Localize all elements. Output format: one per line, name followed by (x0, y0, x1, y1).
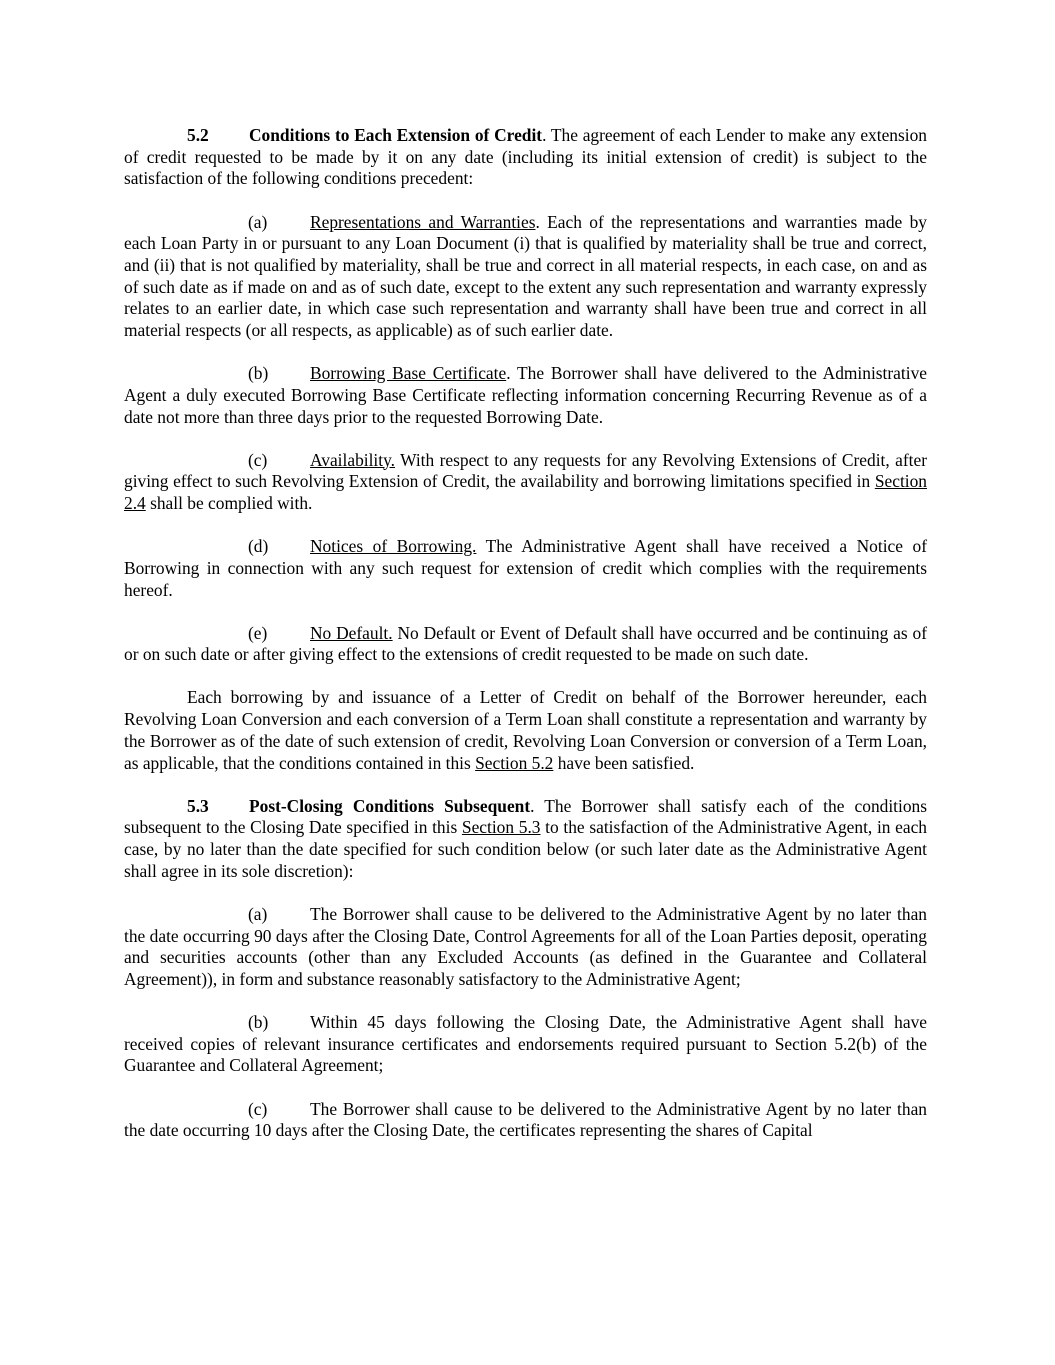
section-5-2-closing (124, 687, 927, 774)
section-reference: Section 5.3 (461, 817, 541, 838)
clause-text: Within 45 days following the Closing Date, the Administrative Agent shall have received copies of relevant insurance certificates and endorsements required pursuant to Section 5.2(b) of the Guarantee and Collateral Agreement; (124, 1012, 927, 1076)
clause-heading: Availability. (310, 449, 395, 470)
clause-label: (c) (248, 1098, 268, 1119)
clause-label: (a) (248, 903, 268, 924)
clause-heading: No Default. (310, 622, 393, 643)
section-5-3-intro (124, 796, 927, 883)
clause-5-3-c (124, 1099, 927, 1142)
clause-5-2-d (124, 536, 927, 601)
clause-label: (b) (248, 1012, 269, 1033)
clause-text: The Borrower shall cause to be delivered to the Administrative Agent by no later than the date occurring 90 days after the Closing Date, Control Agreements for all of the Loan Parties deposit, operating and securities accounts (other than any Excluded Accounts (as defined in the Guarantee and Collateral Agreement)), in form and substance reasonably satisfactory to the Administrative Agent; (124, 903, 927, 989)
section-title: Conditions to Each Extension of Credit (249, 125, 543, 145)
clause-label: (d) (248, 536, 269, 557)
clause-text: The Borrower shall cause to be delivered to the Administrative Agent by no later than the date occurring 10 days after the Closing Date, the certificates representing the shares of Capital (124, 1098, 927, 1141)
clause-5-2-c (124, 450, 927, 515)
section-reference: Section 2.4 (124, 471, 927, 514)
clause-text: . Each of the representations and warranties made by each Loan Party in or pursuant to any Loan Document (i) that is qualified by materiality shall be true and correct, and (ii) that is not qualified by materiality, shall be true and correct in all material respects, in each case, on and as of such date as if made on and as of such date, except to the extent any such representation and warranty expressly relates to an earlier date, in which case such representation and warranty shall have been true and correct in all material respects (or all respects, as applicable) as of such earlier date. (124, 211, 927, 341)
section-intro-text: to the satisfaction of the Administrative Agent, in each case, by no later than the date specified for such condition below (or such later date as the Administrative Agent shall agree in its sole discretion): (124, 817, 928, 881)
section-number: 5.3 (187, 795, 209, 816)
closing-text: have been satisfied. (553, 752, 695, 773)
section-intro-text: . The Borrower shall satisfy each of the conditions subsequent to the Closing Date specified in this (124, 795, 927, 838)
section-number: 5.2 (187, 125, 209, 145)
section-title: Post-Closing Conditions Subsequent (249, 795, 531, 816)
clause-label: (b) (248, 363, 269, 384)
clause-label: (c) (248, 449, 268, 470)
clause-heading: Representations and Warranties (310, 211, 536, 232)
clause-heading: Borrowing Base Certificate (310, 363, 507, 384)
clause-5-2-a (124, 212, 927, 342)
clause-5-3-b (124, 1012, 927, 1077)
closing-text: Each borrowing by and issuance of a Letter of Credit on behalf of the Borrower hereunder, each Revolving Loan Conversion and each conversion of a Term Loan shall constitute a representation and warranty by the Borrower as of the date of such extension of credit, Revolving Loan Conversion or conversion of a Term Loan, as applicable, that the conditions contained in this (124, 687, 927, 773)
clause-5-2-b (124, 363, 927, 428)
clause-text: shall be complied with. (145, 493, 313, 514)
section-reference: Section 5.2 (475, 752, 554, 773)
clause-label: (e) (248, 622, 268, 643)
clause-text: . The Borrower shall have delivered to the Administrative Agent a duly executed Borrowing Base Certificate reflecting information concerning Recurring Revenue as of a date not more than three days prior to the requested Borrowing Date. (124, 363, 927, 427)
clause-text: The Administrative Agent shall have received a Notice of Borrowing in connection with any such request for extension of credit which complies with the requirements hereof. (124, 536, 927, 600)
section-intro-text: . The agreement of each Lender to make any extension of credit requested to be made by it on any date (including its initial extension of credit) is subject to the satisfaction of the following conditions precedent: (124, 125, 927, 189)
clause-text: No Default or Event of Default shall have occurred and be continuing as of or on such date or after giving effect to the extensions of credit requested to be made on such date. (124, 622, 927, 665)
clause-label: (a) (248, 211, 268, 232)
clause-5-2-e (124, 623, 927, 666)
document-page (124, 125, 927, 1163)
clause-5-3-a (124, 904, 927, 991)
clause-heading: Notices of Borrowing. (310, 536, 477, 557)
section-5-2-intro (124, 125, 927, 190)
clause-text: With respect to any requests for any Revolving Extensions of Credit, after giving effect to such Revolving Extension of Credit, the availability and borrowing limitations specified in (124, 449, 927, 492)
